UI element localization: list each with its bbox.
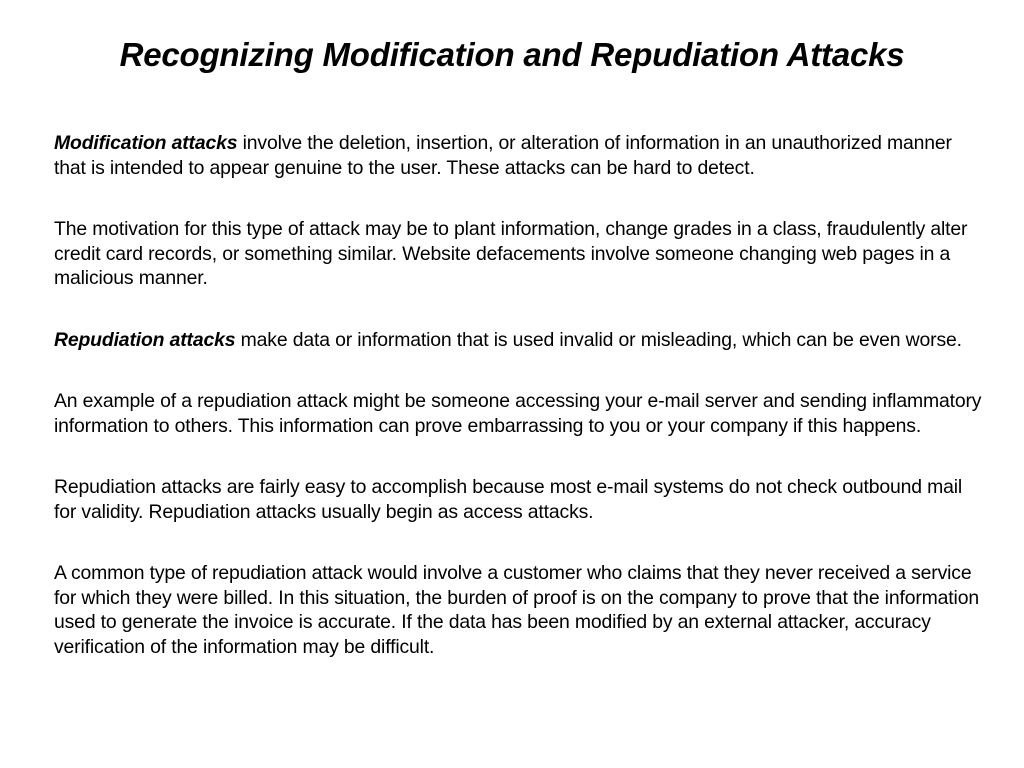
paragraph-text: An example of a repudiation attack might be someone accessing your e-mail server and sending inflammatory information to others. This information can prove embarrassing to you or your company if this happens. xyxy=(54,390,982,437)
slide-body xyxy=(54,131,984,696)
paragraph-text: A common type of repudiation attack would involve a customer who claims that they never received a service for which they were billed. In this situation, the burden of proof is on the company to prove that the information used to generate the invoice is accurate. If the data has been modified by an external attacker, accuracy verification of the information may be difficult. xyxy=(54,562,979,658)
paragraph-repudiation-attacks xyxy=(54,328,984,353)
paragraph-motivation xyxy=(54,217,984,291)
slide-title: Recognizing Modification and Repudiation Attacks xyxy=(119,36,905,73)
term-modification-attacks: Modification attacks xyxy=(54,132,238,154)
paragraph-repudiation-example xyxy=(54,389,984,438)
paragraph-modification-attacks xyxy=(54,131,984,180)
paragraph-text: The motivation for this type of attack may be to plant information, change grades in a class, fraudulently alter credit card records, or something similar. Website defacements involve someone changing web pages in a malicious manner. xyxy=(54,218,968,289)
paragraph-text: involve the deletion, insertion, or alteration of information in an unauthorized manner that is intended to appear genuine to the user. These attacks can be hard to detect. xyxy=(54,132,952,179)
paragraph-repudiation-ease xyxy=(54,475,984,524)
paragraph-text: Repudiation attacks are fairly easy to accomplish because most e-mail systems do not check outbound mail for validity. Repudiation attacks usually begin as access attacks. xyxy=(54,476,963,523)
term-repudiation-attacks: Repudiation attacks xyxy=(54,328,236,351)
paragraph-text: make data or information that is used invalid or misleading, which can be even worse. xyxy=(235,328,962,351)
paragraph-common-repudiation xyxy=(54,561,984,659)
